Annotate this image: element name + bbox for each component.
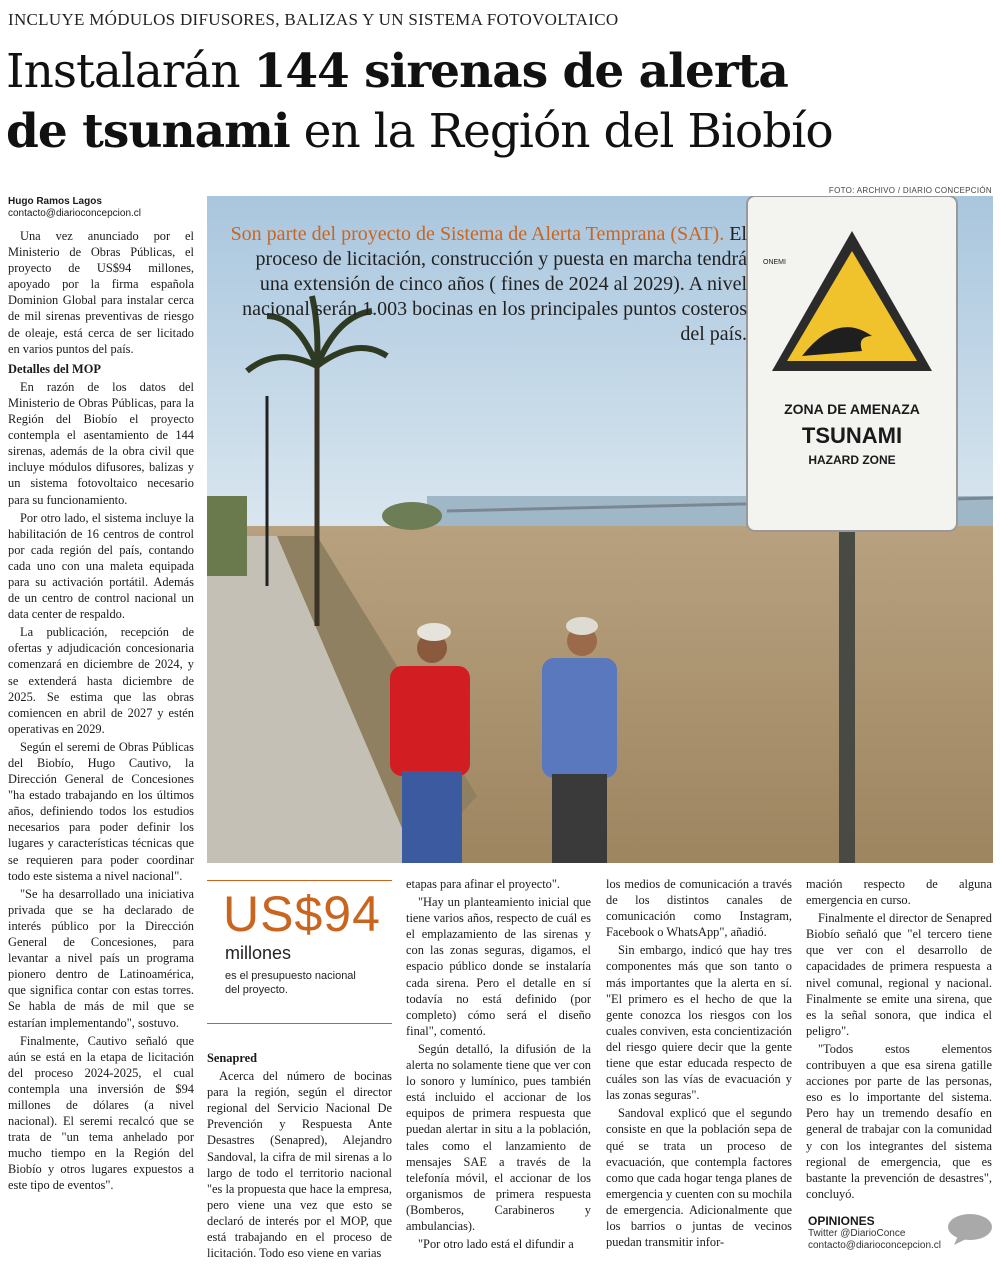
kicker: INCLUYE MÓDULOS DIFUSORES, BALIZAS Y UN SISTEMA FOTOVOLTAICO (8, 10, 619, 29)
author-email[interactable]: contacto@diarioconcepcion.cl (8, 208, 142, 219)
author-name: Hugo Ramos Lagos (8, 196, 102, 207)
headline-part3: de tsunami (6, 104, 290, 159)
bush (382, 502, 442, 530)
column-3 (406, 876, 591, 1254)
paragraph: "Por otro lado está el difundir a (418, 1237, 574, 1252)
fact-box (207, 880, 392, 1024)
paragraph: "Hay un planteamiento inicial que tiene varios años, respecto de cuál es el emplazamiento de las sirenas y con las zonas seguras, digamos, el espacio público donde se instalaría cada sirena. Pero el detalle en sí todavía no está definido (por completo) cómo será el diseño final", comentó. (406, 895, 591, 1038)
opinion-twitter[interactable]: Twitter @DiarioConce (808, 1228, 906, 1239)
paragraph: La publicación, recepción de ofertas y adjudicación concesionaria comenzará en diciembre de 2024, y se extenderá hasta diciembre de 2025. Se estima que las obras comiencen en abril de 2027 y estén operativas en 2029. (8, 625, 194, 736)
photo-credit: FOTO: ARCHIVO / DIARIO CONCEPCIÓN (828, 186, 992, 195)
byline (8, 196, 141, 220)
opinion-title: OPINIONES (808, 1214, 875, 1228)
column-4 (606, 876, 792, 1252)
sign-line3: HAZARD ZONE (808, 453, 896, 467)
paragraph: En razón de los datos del Ministerio de Obras Públicas, para la Región del Biobío el proyecto contempla el asentamiento de 144 sirenas, además de la obra civil que incluye módulos difusores, balizas y un sistema fotovoltaico necesario para su funcionamiento. (8, 379, 194, 507)
sign-brand: ONEMI (763, 259, 786, 266)
paragraph: "Se ha desarrollado una iniciativa privada que se ha declarado de interés público por la Dirección General de Concesiones, para levantar a nivel país un programa pionero dentro de Latinoamérica, que significa contar con estas torres. Se habla de más de mil que se estarían implementando", sostuvo. (8, 886, 194, 1030)
speech-bubble-icon (946, 1212, 994, 1246)
fact-desc-line1: es el presupuesto nacional (225, 970, 356, 982)
sign-line2: TSUNAMI (801, 423, 903, 448)
subheading-senapred: Senapred (207, 1051, 258, 1065)
column-1 (8, 228, 194, 1196)
fact-amount: US$94 (223, 886, 381, 942)
paragraph: Una vez anunciado por el Ministerio de Obras Públicas, el proyecto de US$94 millones, apoyado por la firma española Dominion Global para instalar cerca de mil sirenas preventivas de riesgo de oleaje, está cerca de ser licitado en varios puntos del país. (8, 229, 194, 356)
paragraph: Según el seremi de Obras Públicas del Biobío, Hugo Cautivo, la Dirección General de Concesiones "ha estado trabajando en los últimos años, definiendo todos los estudios necesarios para poder definir los lugares y características técnicas que se requieren para poder coordinar todo este sistema a nivel nacional". (8, 739, 194, 883)
subheading-mop: Detalles del MOP (8, 361, 101, 376)
fact-desc-line2: del proyecto. (225, 984, 288, 996)
paragraph: Sin embargo, indicó que hay tres componentes más que son tanto o más importantes que la alerta en sí. "El primero es el hecho de que la gente conozca los riesgos con los cuales conviven, esta concientización del riesgo quiere decir que la gente tiene que estar educada respecto de cuáles son las vías de evacuación y las zonas seguras". (606, 943, 792, 1103)
photo-caption (227, 222, 747, 347)
caption-body: El proceso de licitación, construcción y puesta en marcha tendrá una extensión de cinco años ( fines de 2024 al 2029). A nivel nacional serán 1.003 bocinas en los principales puntos costeros del país. (242, 223, 747, 345)
trees (207, 496, 247, 576)
paragraph: Acerca del número de bocinas para la región, según el director regional del Servicio Nacional De Prevención y Respuesta Ante Desastres (Senapred), Alejandro Sandoval, la cifra de mil sirenas a lo largo de todo el territorio nacional "es la propuesta que hace la empresa, pero viene una vez que esto se declaró de interés por el MOP, que está trabajando en el proceso de licitación. Todo eso viene en varias (207, 1069, 392, 1261)
paragraph: mación respecto de alguna emergencia en curso. (806, 877, 992, 908)
paragraph: Por otro lado, el sistema incluye la habilitación de 16 centros de control por cada región del país, contando cada uno con una maleta equipada para su activación portátil. Además de un centro de control nacional un data center de respaldo. (8, 510, 194, 622)
fact-description (225, 969, 356, 997)
paragraph: Según detalló, la difusión de la alerta no solamente tiene que ver con lo sonoro y lumínico, pues también está incluido el accionar de los equipos de primera respuesta que puedan alertar in situ a la población, tales como el lanzamiento de mensajes SAE a través de la telefonía móvil, el accionar de los organismos de primera respuesta (Bomberos, Carabineros y ambulancias). (406, 1041, 591, 1233)
caption-lead: Son parte del proyecto de Sistema de Alerta Temprana (SAT). (230, 223, 725, 245)
paragraph: Finalmente, Cautivo señaló que aún se está en la etapa de licitación del proceso 2024-2025, el cual contempla una inversión de $94 millones de dólares (a nivel nacional). El seremi recalcó que se trata de "un tema anhelado por mucho tiempo en la Región del Biobío y otros lugares expuestos a este tipo de eventos". (8, 1033, 194, 1193)
column-2 (207, 1046, 392, 1263)
headline (6, 42, 996, 162)
headline-part2: 144 sirenas de alerta (253, 44, 788, 99)
opinion-email[interactable]: contacto@diarioconcepcion.cl (808, 1240, 942, 1251)
paragraph: etapas para afinar el proyecto". (406, 877, 561, 891)
paragraph: Sandoval explicó que el segundo consiste en que la población sepa de qué se trata un proceso de evacuación, que contempla factores como que cada hogar tenga planes de emergencia y cuenten con su mochila de emergencia. Adicionalmente que los barrios o juntas de vecinos puedan transmitir infor- (606, 1106, 792, 1250)
sign-line1: ZONA DE AMENAZA (784, 401, 920, 417)
fact-unit: millones (225, 943, 292, 963)
column-5 (806, 876, 992, 1204)
headline-part4: en la Región del Biobío (289, 104, 833, 159)
paragraph: Finalmente el director de Senapred Biobío señaló que "el tercero tiene que ver con el desarrollo de capacidades de primera respuesta a nivel comunal, regional y nacional. Finalmente se emite una sirena, que es la señal sonora, que indica el peligro". (806, 911, 992, 1038)
paragraph: "Todos estos elementos contribuyen a que esa sirena gatille acciones por parte de las personas, eso es lo importante del sistema. Pero hay un tremendo desafío en general de trabajar con la comunidad y con los integrantes del sistema regional de emergencia, que es bastante la prevención de desastres", concluyó. (806, 1041, 992, 1201)
paragraph: los medios de comunicación a través de los distintos canales de comunicación como Instagram, Facebook o WhatsApp", añadió. (606, 877, 792, 940)
beach-photo (207, 196, 993, 863)
opinion-box (808, 1214, 941, 1252)
headline-part1: Instalarán (6, 44, 254, 99)
